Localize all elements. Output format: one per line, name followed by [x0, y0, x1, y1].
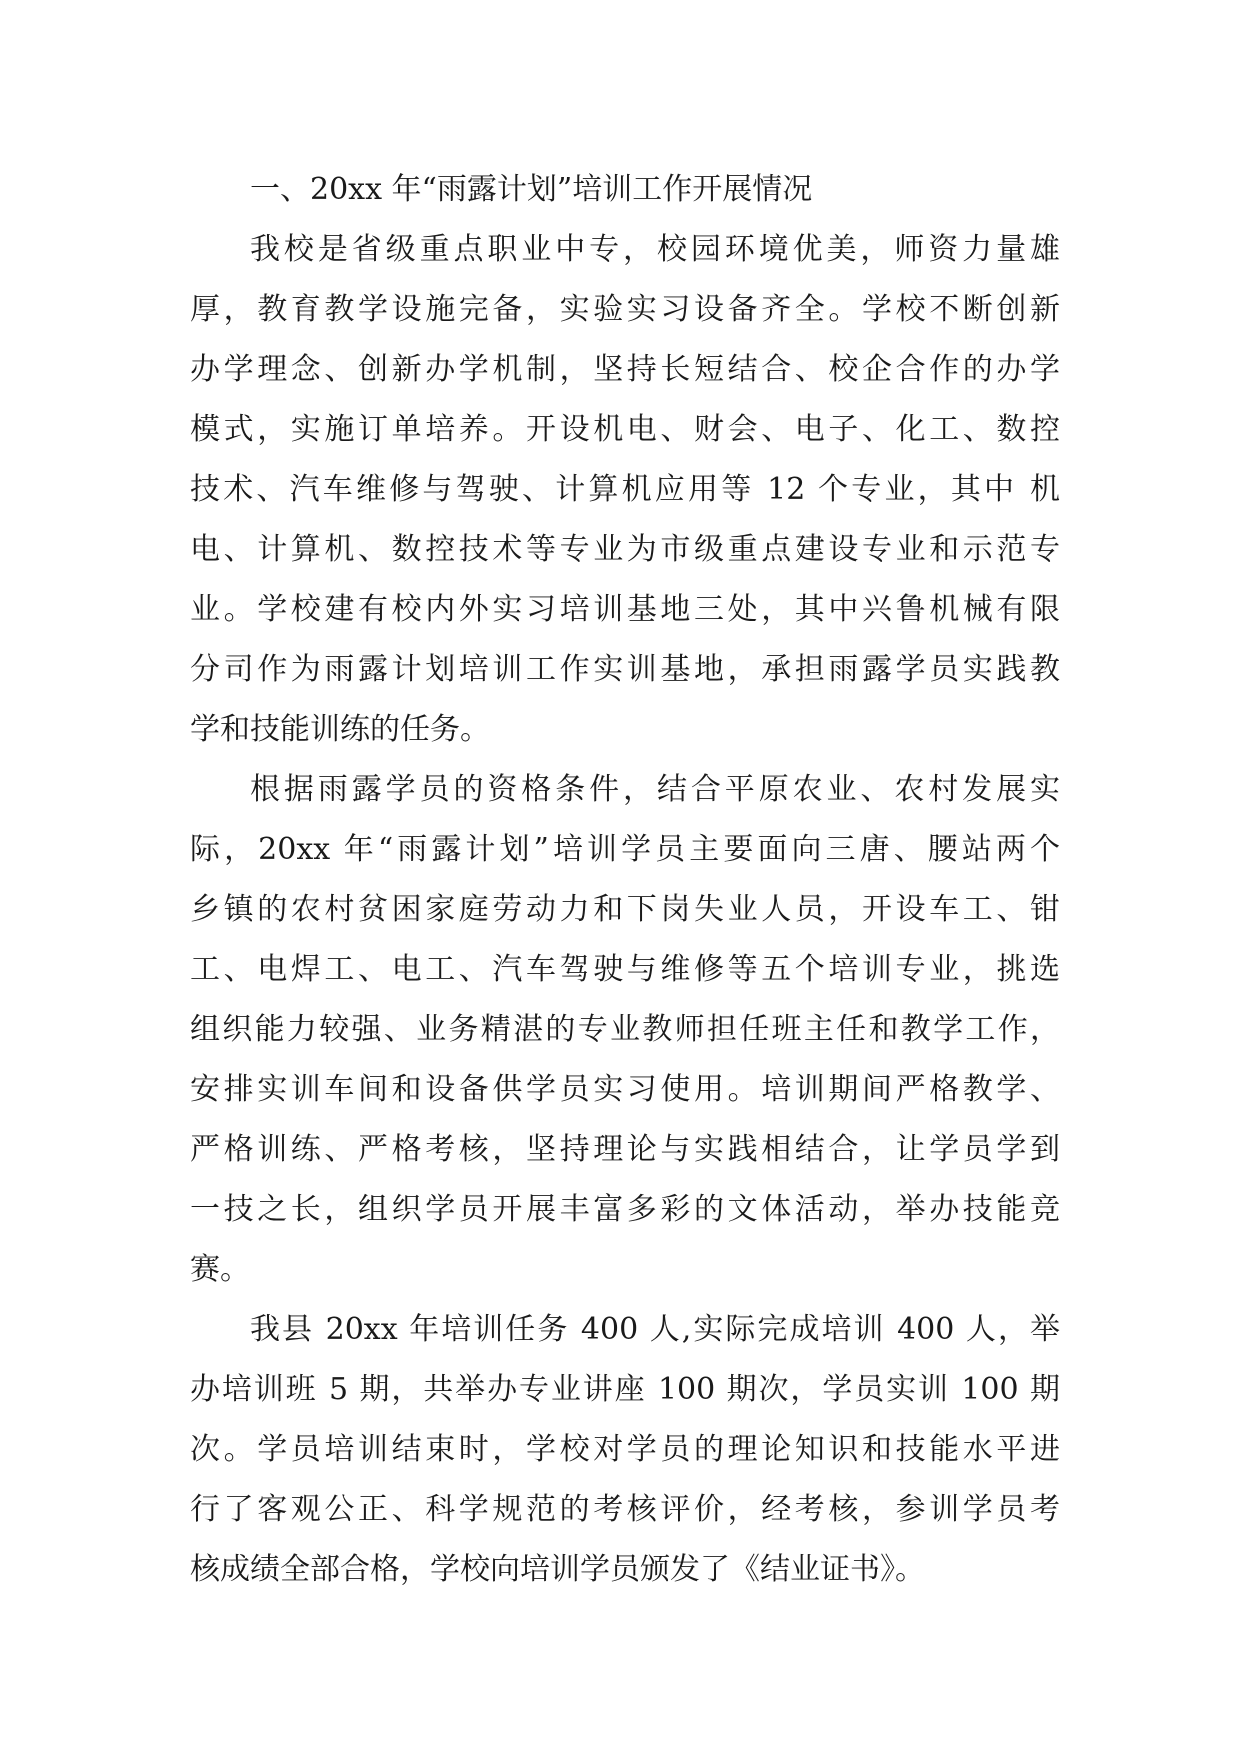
- paragraph-3: [190, 1300, 1060, 1600]
- paragraph-line: 工、电焊工、电工、汽车驾驶与维修等五个培训专业，挑选: [190, 952, 1060, 987]
- paragraph-1: [190, 220, 1060, 760]
- paragraph-line: 组织能力较强、业务精湛的专业教师担任班主任和教学工作，: [190, 1012, 1060, 1047]
- paragraph-line: 技术、汽车维修与驾驶、计算机应用等 12 个专业，其中 机: [190, 472, 1060, 507]
- paragraph-line: 办培训班 5 期，共举办专业讲座 100 期次，学员实训 100 期: [190, 1372, 1060, 1407]
- paragraph-line: 学和技能训练的任务。: [190, 712, 490, 747]
- paragraph-line: 分司作为雨露计划培训工作实训基地，承担雨露学员实践教: [190, 652, 1060, 687]
- paragraph-line: 根据雨露学员的资格条件，结合平原农业、农村发展实: [250, 772, 1060, 807]
- paragraph-line: 我县 20xx 年培训任务 400 人,实际完成培训 400 人，举: [250, 1312, 1060, 1347]
- paragraph-line: 际，20xx 年“雨露计划”培训学员主要面向三唐、腰站两个: [190, 832, 1060, 867]
- document-body: [190, 160, 1060, 1600]
- paragraph-line: 模式，实施订单培养。开设机电、财会、电子、化工、数控: [190, 412, 1060, 447]
- paragraph-line: 厚，教育教学设施完备，实验实习设备齐全。学校不断创新: [190, 292, 1060, 327]
- paragraph-line: 业。学校建有校内外实习培训基地三处，其中兴鲁机械有限: [190, 592, 1060, 627]
- paragraph-line: 办学理念、创新办学机制，坚持长短结合、校企合作的办学: [190, 352, 1060, 387]
- paragraph-line: 行了客观公正、科学规范的考核评价，经考核，参训学员考: [190, 1492, 1060, 1527]
- paragraph-line: 一技之长，组织学员开展丰富多彩的文体活动，举办技能竞: [190, 1192, 1060, 1227]
- paragraph-line: 乡镇的农村贫困家庭劳动力和下岗失业人员，开设车工、钳: [190, 892, 1060, 927]
- paragraph-line: 赛。: [190, 1252, 250, 1287]
- paragraph-line: 严格训练、严格考核，坚持理论与实践相结合，让学员学到: [190, 1132, 1060, 1167]
- paragraph-line: 安排实训车间和设备供学员实习使用。培训期间严格教学、: [190, 1072, 1060, 1107]
- paragraph-line: 电、计算机、数控技术等专业为市级重点建设专业和示范专: [190, 532, 1060, 567]
- section-heading: 一、20xx 年“雨露计划”培训工作开展情况: [250, 172, 813, 207]
- paragraph-line: 次。学员培训结束时，学校对学员的理论知识和技能水平进: [190, 1432, 1060, 1467]
- paragraph-line: 我校是省级重点职业中专，校园环境优美，师资力量雄: [250, 232, 1060, 267]
- paragraph-line: 核成绩全部合格，学校向培训学员颁发了《结业证书》。: [190, 1552, 925, 1587]
- paragraph-2: [190, 760, 1060, 1300]
